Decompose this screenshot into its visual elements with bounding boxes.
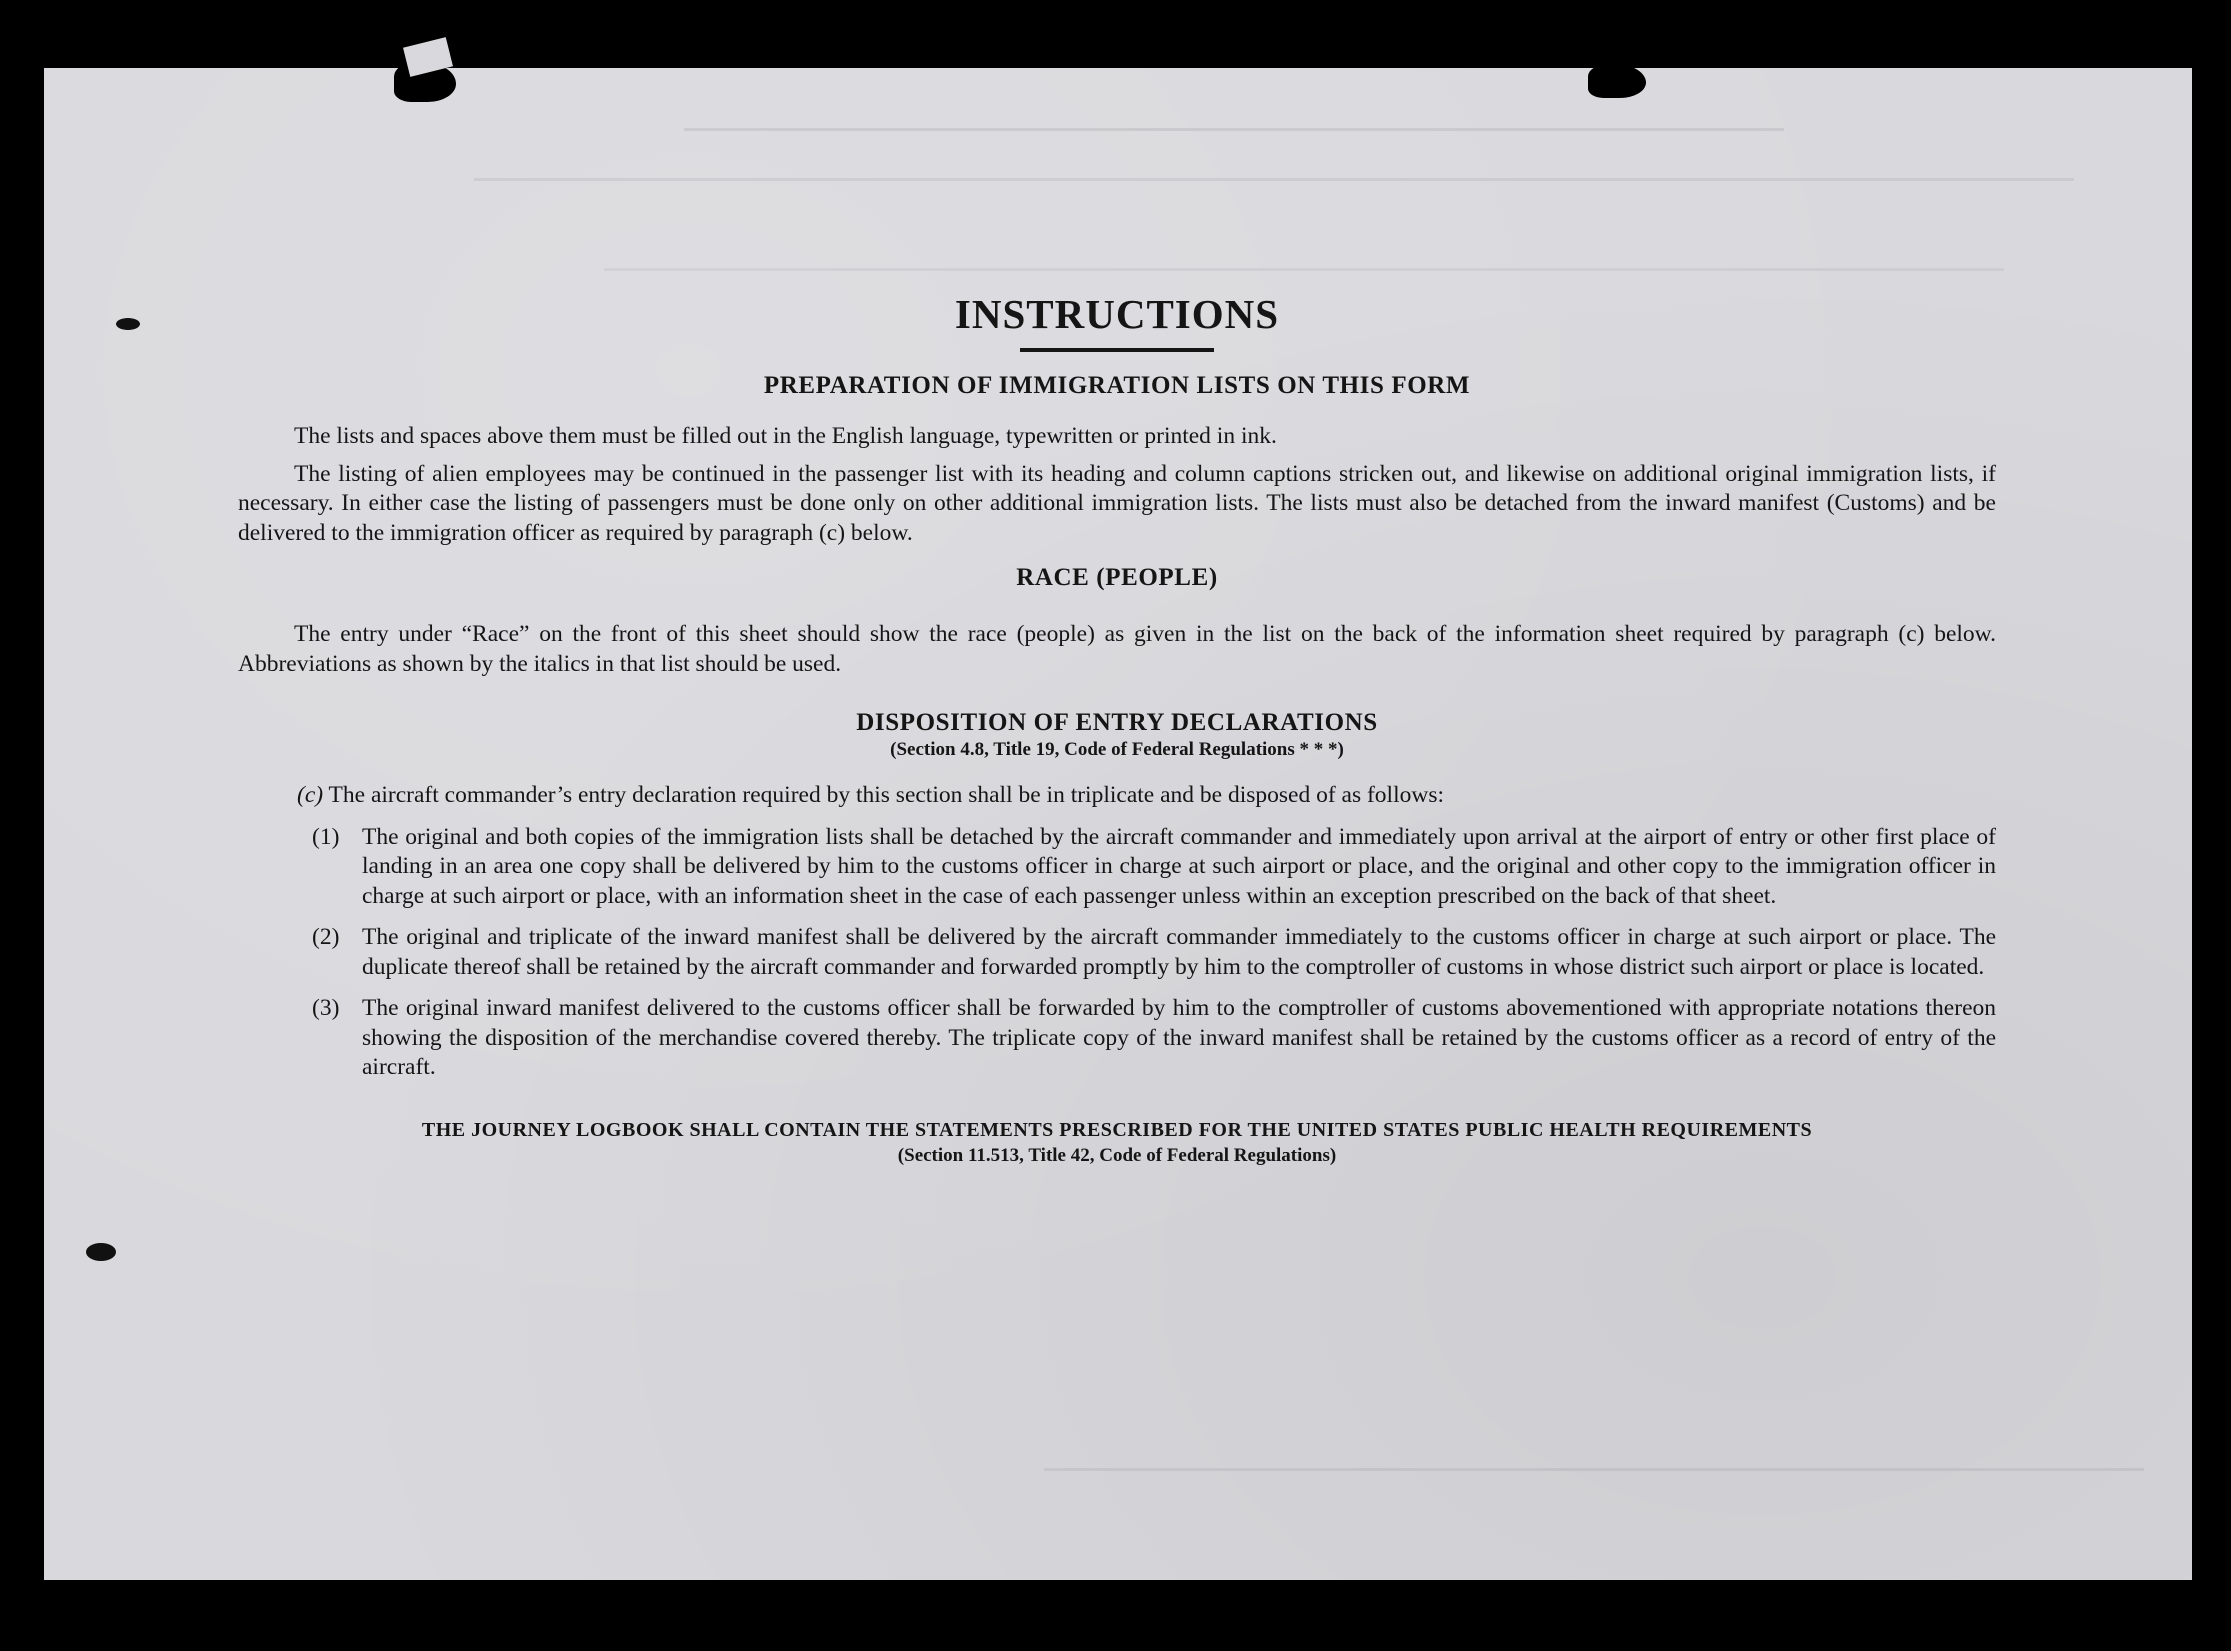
item-text: The original and both copies of the immigration lists shall be detached by the aircraft commander and immediately upon arrival at the airport of entry or other first place of landing in an area one copy shall be delivered by him to the customs officer in charge at such airport or place, and the original and other copy to the immigration officer in charge at such airport or place, with an information sheet in the case of each passenger unless within an exception prescribed on the back of that sheet. [362, 823, 1996, 909]
disposition-intro-text: The aircraft commander’s entry declaration required by this section shall be in triplicate and be disposed of as follows: [328, 782, 1445, 808]
race-heading: RACE (PEOPLE) [1016, 564, 1218, 591]
disposition-item [238, 994, 1996, 1083]
bleed-through-line [604, 268, 2004, 271]
preparation-heading: PREPARATION OF IMMIGRATION LISTS ON THIS FORM [763, 372, 1471, 399]
disposition-citation: (Section 4.8, Title 19, Code of Federal Regulations * * *) [890, 739, 1344, 760]
item-number: (3) [312, 995, 340, 1021]
item-number: (1) [312, 823, 340, 850]
item-text: The original and triplicate of the inward manifest shall be delivered by the aircraft commander immediately to the customs officer in charge at such airport or place. The duplicate thereof shall be retained by the aircraft commander and forwarded promptly by him to the comptroller of customs in whose district such airport or place is located. [362, 924, 1996, 980]
health-requirements-citation: (Section 11.513, Title 42, Code of Federal Regulations) [897, 1144, 1337, 1166]
disposition-item [238, 923, 1996, 982]
preparation-paragraph-2: The listing of alien employees may be continued in the passenger list with its heading and column captions stricken out, and likewise on additional original immigration lists, if necessary. In either case the listing of passengers must be done only on other additional immigration lists. The lists must also be detached from the inward manifest (Customs) and be delivered to the immigration officer as required by paragraph (c) below. [238, 460, 1996, 546]
ink-blot-lower [86, 1243, 116, 1261]
disposition-intro [238, 781, 1996, 811]
item-text: The original inward manifest delivered to the customs officer shall be forwarded by him to the comptroller of customs abovementioned with appropriate notations thereon showing the disposition of the merchandise covered thereby. The triplicate copy of the inward manifest shall be retained by the customs officer as a record of entry of the aircraft. [362, 995, 1996, 1080]
page-title: INSTRUCTIONS [954, 291, 1280, 337]
preparation-paragraph-1: The lists and spaces above them must be filled out in the English language, typewritten or printed in ink. [294, 423, 1277, 449]
bleed-through-line [474, 178, 2074, 181]
bleed-through-line [1044, 1468, 2144, 1471]
disposition-heading: DISPOSITION OF ENTRY DECLARATIONS [856, 709, 1378, 736]
instructions-content [238, 290, 1996, 1167]
disposition-item [238, 823, 1996, 912]
ink-blot-upper [116, 318, 140, 330]
race-paragraph: The entry under “Race” on the front of this sheet should show the race (people) as given in the list on the back of the information sheet required by paragraph (c) below. Abbreviations as shown by the italics in that list should be used. [238, 621, 1996, 677]
disposition-intro-marker: (c) [297, 782, 324, 808]
bleed-through-line [684, 128, 1784, 131]
torn-edge-right [1588, 64, 1646, 98]
title-rule [1020, 348, 1214, 352]
health-requirements-notice: THE JOURNEY LOGBOOK SHALL CONTAIN THE STATEMENTS PRESCRIBED FOR THE UNITED STATES PUBLIC HEALTH REQUIREMENTS [421, 1118, 1813, 1141]
item-number: (2) [312, 924, 340, 950]
